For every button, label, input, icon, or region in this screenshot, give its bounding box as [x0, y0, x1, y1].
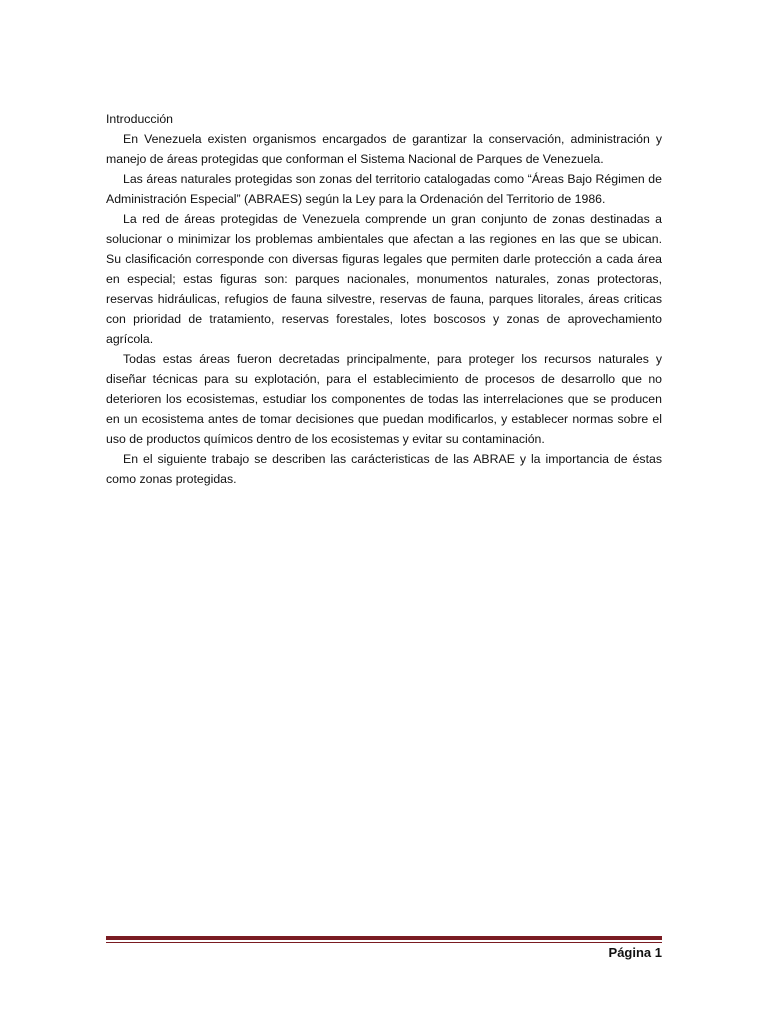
- footer-divider-thick-line: [106, 936, 662, 940]
- section-heading: Introducción: [106, 112, 173, 126]
- paragraph: En el siguiente trabajo se describen las carácteristicas de las ABRAE y la importancia de éstas como zonas protegidas.: [106, 452, 662, 486]
- paragraph: Todas estas áreas fueron decretadas principalmente, para proteger los recursos naturales y diseñar técnicas para su explotación, para el establecimiento de procesos de desarrollo que no deterioren los ecosistemas, estudiar los componentes de todas las interrelaciones que se producen en un ecosistema antes de tomar decisiones que puedan modificarlos, y establecer normas sobre el uso de productos químicos dentro de los ecosistemas y evitar su contaminación.: [106, 352, 662, 446]
- paragraph: La red de áreas protegidas de Venezuela comprende un gran conjunto de zonas destinadas a solucionar o minimizar los problemas ambientales que afectan a las regiones en las que se ubican. Su clasificación corresponde con diversas figuras legales que permiten darle protección a cada área en especial; estas figuras son: parques nacionales, monumentos naturales, zonas protectoras, reservas hidráulicas, refugios de fauna silvestre, reservas de fauna, parques litorales, áreas criticas con prioridad de tratamiento, reservas forestales, lotes boscosos y zonas de aprovechamiento agrícola.: [106, 212, 662, 346]
- footer-divider: [106, 936, 662, 945]
- paragraph: En Venezuela existen organismos encargados de garantizar la conservación, administración y manejo de áreas protegidas que conforman el Sistema Nacional de Parques de Venezuela.: [106, 132, 662, 166]
- document-body: [106, 109, 662, 489]
- page-number: Página 1: [608, 945, 662, 960]
- footer-divider-thin-line: [106, 942, 662, 943]
- paragraph: Las áreas naturales protegidas son zonas del territorio catalogadas como “Áreas Bajo Régimen de Administración Especial” (ABRAES) según la Ley para la Ordenación del Territorio de 1986.: [106, 172, 662, 206]
